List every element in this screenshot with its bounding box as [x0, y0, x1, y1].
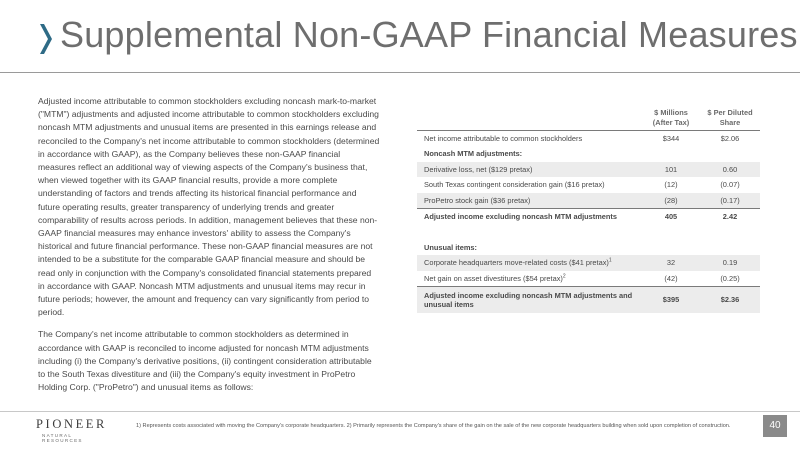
- row-diluted: (0.17): [700, 193, 760, 209]
- table-row: [417, 208, 760, 224]
- table-row: [417, 193, 760, 209]
- chevron-right-icon: [38, 24, 52, 54]
- row-millions: 32: [642, 255, 700, 271]
- section-label: Noncash MTM adjustments:: [424, 149, 523, 159]
- table-spacer-row: [417, 224, 760, 240]
- table-row: [417, 255, 760, 271]
- footnote-marker-1: 1: [608, 257, 612, 264]
- row-label: Net income attributable to common stockholders: [417, 131, 642, 147]
- row-label: [417, 271, 642, 287]
- header-diluted-text: $ Per Diluted Share: [707, 108, 753, 127]
- table-row: [417, 240, 760, 256]
- row-label: ProPetro stock gain ($36 pretax): [417, 193, 642, 209]
- page-number: 40: [763, 415, 787, 437]
- header-diluted: [700, 108, 760, 131]
- row-diluted: $2.06: [700, 131, 760, 147]
- company-logo: [36, 417, 114, 443]
- logo-tagline: NATURAL RESOURCES: [42, 433, 83, 443]
- reconciliation-table: [417, 108, 760, 313]
- table-row: [417, 146, 760, 162]
- row-label: [417, 255, 642, 271]
- footnote-marker-2: 2: [562, 273, 566, 280]
- logo-wordmark: PIONEER: [36, 417, 107, 431]
- row-millions: 101: [642, 162, 700, 178]
- row-label-text: Corporate headquarters move-related costs ($41 pretax): [424, 258, 609, 268]
- table-row: [417, 131, 760, 147]
- title-bar: [0, 0, 800, 72]
- body-paragraph-2: The Company's net income attributable to common stockholders as determined in accordance with GAAP is reconciled to income adjusted for noncash MTM adjustments including (i) the Company's derivative positions, (ii) contingent consideration attributable to the South Texas divestiture and (iii) the Company's equity investment in ProPetro Holding Corp. ("ProPetro") and unusual items as follows:: [38, 329, 372, 393]
- header-millions: [642, 108, 700, 131]
- row-label-text: Net gain on asset divestitures ($54 pretax): [424, 273, 563, 283]
- row-diluted: 2.42: [700, 208, 760, 224]
- row-diluted: 0.60: [700, 162, 760, 178]
- row-millions: (12): [664, 180, 678, 190]
- row-diluted: $2.36: [700, 286, 760, 313]
- table-row: [417, 271, 760, 287]
- row-diluted: (0.25): [720, 273, 740, 283]
- row-diluted: 0.19: [700, 255, 760, 271]
- row-label: Derivative loss, net ($129 pretax): [417, 162, 642, 178]
- row-label: Adjusted income excluding noncash MTM adjustments: [417, 208, 642, 224]
- row-label: South Texas contingent consideration gain ($16 pretax): [424, 180, 605, 190]
- table-row: [417, 177, 760, 193]
- header-millions-text: $ Millions (After Tax): [652, 108, 690, 127]
- table-header-row: [417, 108, 760, 131]
- row-millions: $395: [642, 286, 700, 313]
- footnote-text: 1) Represents costs associated with moving the Company's corporate headquarters. 2) Primarily represents the Company's share of the gain on the sale of the new corporate headquarters building when sold upon completion of construction.: [136, 423, 731, 429]
- header-label-cell: [417, 108, 642, 131]
- section-label: Unusual items:: [424, 242, 477, 252]
- table-row: [417, 286, 760, 313]
- row-millions: (28): [642, 193, 700, 209]
- body-paragraph-1: Adjusted income attributable to common stockholders excluding noncash mark-to-market ("MTM") adjustments and adjusted income attributable to common stockholders excluding noncash MTM adjustments and unusual items are presented in this earnings release and reconciled to the Company's net income attributable to common stockholders (determined in accordance with GAAP), as the Company believes these non-GAAP financial measures reflect an additional way of viewing aspects of the Company's business that, when viewed together with its GAAP financial results, provide a more complete understanding of factors and trends affecting its historical financial performance and future operating results, greater transparency of underlying trends and greater comparability of results across periods. In addition, management believes that these non-GAAP financial measures may enhance investors' ability to assess the Company's historical and future financial performance. These non-GAAP financial measures are not intended to be a substitute for the comparable GAAP financial measure and should be read only in conjunction with the Company's consolidated financial statements prepared in accordance with GAAP. Noncash MTM adjustments and unusual items may recur in future periods; however, the amount and frequency can vary significantly from period to period.: [38, 96, 380, 318]
- row-diluted: (0.07): [720, 180, 740, 190]
- row-millions: (42): [664, 273, 678, 283]
- table-row: [417, 162, 760, 178]
- row-label: Adjusted income excluding noncash MTM adjustments and unusual items: [417, 286, 642, 313]
- body-text: [38, 95, 380, 403]
- row-millions: $344: [642, 131, 700, 147]
- title-divider: [0, 72, 800, 73]
- page-title: Supplemental Non-GAAP Financial Measures: [60, 14, 798, 55]
- row-millions: 405: [642, 208, 700, 224]
- footer-divider: [0, 411, 800, 412]
